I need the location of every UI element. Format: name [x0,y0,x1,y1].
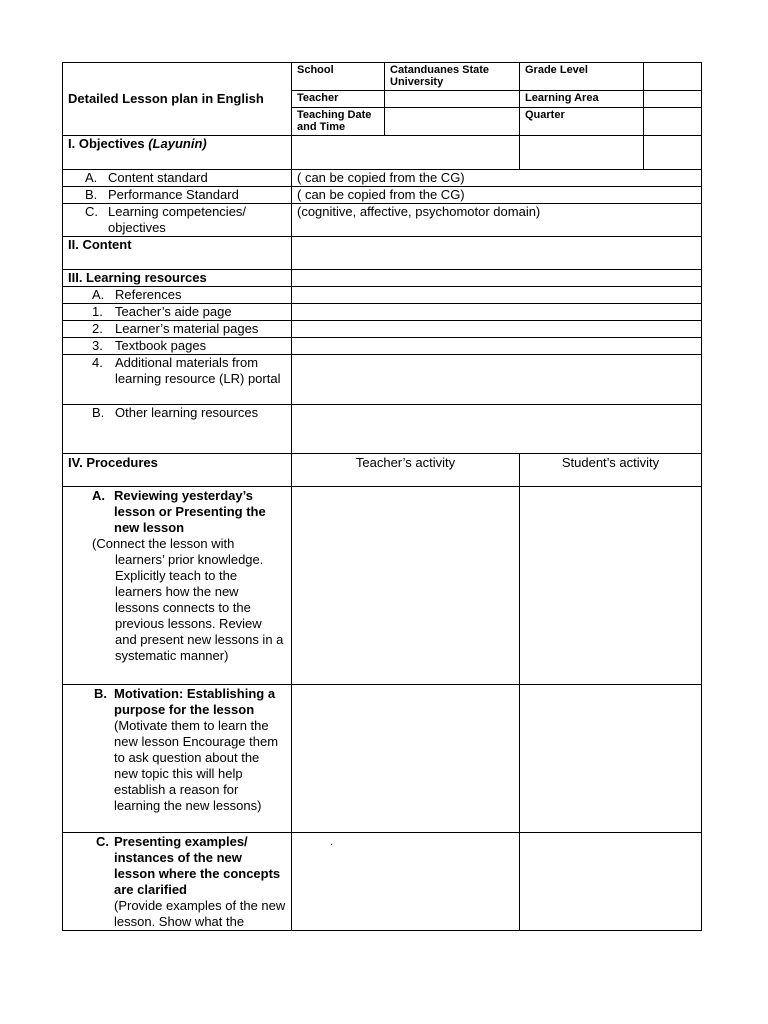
resource-label: 2. [92,321,103,336]
quarter-label: Quarter [520,108,644,136]
objectives-cell[interactable] [292,136,520,170]
procedures-heading: IV. Procedures [63,454,292,487]
procedure-desc: (Connect the lesson with learners’ prior knowledge. Explicitly teach to the learners how the new lessons connects to the previous lessons. Review and present new lessons in a systematic manner) [92,536,284,663]
procedure-label: C. [96,834,109,849]
objective-text: Learning competencies/ objectives [108,204,247,235]
resource-item [63,304,292,321]
objective-label: A. [85,170,98,185]
resource-value[interactable] [292,355,702,405]
objective-item-c [63,204,292,237]
student-activity-cell[interactable] [520,487,702,685]
stray-mark: . [330,836,334,848]
resource-text: Other learning resources [115,405,259,420]
resources-heading: III. Learning resources [63,270,292,287]
resource-label: 3. [92,338,103,353]
procedure-title: Reviewing yesterday’s lesson or Presenting the new lesson [114,488,266,535]
objective-text: Performance Standard [108,187,239,202]
objective-value-c[interactable]: (cognitive, affective, psychomotor domain) [292,204,702,237]
resources-cell[interactable] [292,270,702,287]
content-cell[interactable] [292,237,702,270]
resource-label: 1. [92,304,103,319]
procedure-item-a [63,487,292,685]
resource-value[interactable] [292,338,702,355]
teaching-date-value[interactable] [385,108,520,136]
resource-text: References [115,287,182,302]
grade-level-label: Grade Level [520,63,644,91]
resource-label: 4. [92,355,103,370]
resource-item [63,287,292,304]
content-heading: II. Content [63,237,292,270]
learning-area-label: Learning Area [520,91,644,108]
resource-text: Textbook pages [115,338,207,353]
form-title [63,63,292,136]
procedure-desc: (Provide examples of the new lesson. Show what the [114,898,286,929]
procedure-label: A. [92,488,105,503]
objectives-heading [63,136,292,170]
quarter-value[interactable] [644,108,702,136]
resource-label: A. [92,287,105,302]
procedure-desc: (Motivate them to learn the new lesson Encourage them to ask question about the new topic this will help establish a reason for learning the new lessons) [114,718,279,813]
resource-item [63,405,292,454]
teacher-activity-cell[interactable] [292,487,520,685]
objective-item-b [63,187,292,204]
form-title-text: Detailed Lesson plan in English [68,91,264,106]
procedure-item-c [63,833,292,931]
resource-value[interactable] [292,405,702,454]
resource-value[interactable] [292,287,702,304]
lesson-plan-table [62,62,702,931]
teacher-activity-cell[interactable] [292,685,520,833]
student-activity-cell[interactable] [520,833,702,931]
procedure-label: B. [94,686,107,701]
resource-value[interactable] [292,304,702,321]
procedure-title: Motivation: Establishing a purpose for the lesson [114,686,276,717]
teacher-value[interactable] [385,91,520,108]
objectives-heading-italic: (Layunin) [148,136,207,151]
objective-item-a [63,170,292,187]
resource-item [63,321,292,338]
teacher-activity-cell[interactable] [292,833,520,931]
teacher-activity-header: Teacher’s activity [292,454,520,487]
resource-item [63,355,292,405]
procedure-item-b [63,685,292,833]
learning-area-value[interactable] [644,91,702,108]
objective-label: C. [85,204,98,219]
school-value: Catanduanes State University [385,63,520,91]
student-activity-header: Student’s activity [520,454,702,487]
resource-label: B. [92,405,105,420]
resource-text: Learner’s material pages [115,321,259,336]
lesson-plan-form [62,62,701,931]
teacher-label: Teacher [292,91,385,108]
teaching-date-label: Teaching Date and Time [292,108,385,136]
student-activity-cell[interactable] [520,685,702,833]
grade-level-value[interactable] [644,63,702,91]
resource-text: Teacher’s aide page [115,304,232,319]
objectives-heading-text: I. Objectives [68,136,145,151]
objectives-cell-3[interactable] [644,136,702,170]
school-label: School [292,63,385,91]
objective-text: Content standard [108,170,208,185]
resource-item [63,338,292,355]
objective-value-a[interactable]: ( can be copied from the CG) [292,170,702,187]
procedure-title: Presenting examples/ instances of the new lesson where the concepts are clarified [114,834,281,897]
resource-value[interactable] [292,321,702,338]
objective-label: B. [85,187,98,202]
resource-text: Additional materials from learning resource (LR) portal [115,355,281,386]
objectives-cell-2[interactable] [520,136,644,170]
objective-value-b[interactable]: ( can be copied from the CG) [292,187,702,204]
